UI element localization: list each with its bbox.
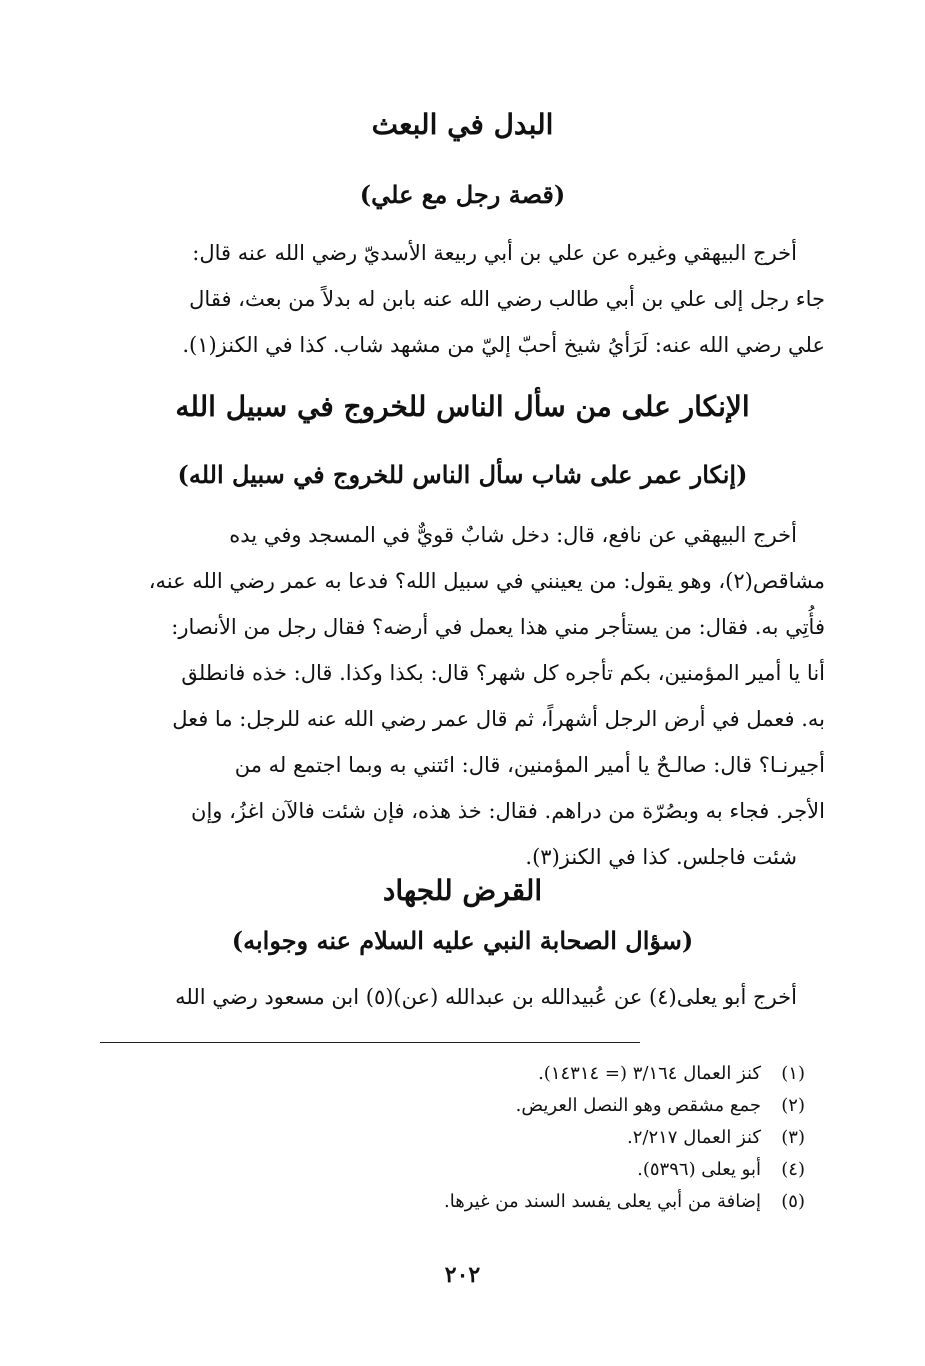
- text-line: جاء رجل إلى علي بن أبي طالب رضي الله عنه بابن له بدلاً من بعث، فقال: [189, 287, 825, 311]
- text-line: شئت فاجلس. كذا في الكنز(٣).: [525, 845, 797, 869]
- text-line: أنا يا أمير المؤمنين، بكم تأجره كل شهر؟ قال: بكذا وكذا. قال: خذه فانطلق: [181, 661, 825, 685]
- text-line: الأجر. فجاء به وبصُرّة من دراهم. فقال: خذ هذه، فإن شئت فالآن اغزُ، وإن: [191, 799, 825, 823]
- page-number: ٢٠٢: [444, 1262, 481, 1288]
- footnote-number: (٥): [781, 1191, 805, 1212]
- text-line: علي رضي الله عنه: لَرَأيُ شيخ أحبّ إليّ من مشهد شاب. كذا في الكنز(١).: [182, 333, 825, 357]
- footnote-3: [100, 1122, 805, 1154]
- section-subtitle-umar-young-man: (إنكار عمر على شاب سأل الناس للخروج في سبيل الله): [177, 460, 748, 489]
- footnotes: [100, 1058, 805, 1218]
- footnote-5: [100, 1186, 805, 1218]
- section-title-inkar: الإنكار على من سأل الناس للخروج في سبيل الله: [175, 390, 750, 423]
- footnote-text: جمع مشقص وهو النصل العريض.: [515, 1095, 761, 1116]
- paragraph-s2: [100, 512, 825, 880]
- text-line: أجيرنـا؟ قال: صالـحٌ يا أمير المؤمنين، قال: ائتني به وبما اجتمع له من: [234, 753, 825, 777]
- footnote-number: (٢): [781, 1095, 805, 1116]
- text-line: أخرج البيهقي عن نافع، قال: دخل شابٌ قويٌّ في المسجد وفي يده: [229, 523, 797, 547]
- section-subtitle-story-ali: (قصة رجل مع علي): [359, 180, 566, 209]
- section-title-badal: البدل في البعث: [371, 108, 554, 141]
- text-line: أخرج أبو يعلى(٤) عن عُبيدالله بن عبدالله (عن)(٥) ابن مسعود رضي الله: [175, 985, 797, 1009]
- footnote-number: (٣): [781, 1127, 805, 1148]
- paragraph-s1: [100, 230, 825, 368]
- section-title-qard: القرض للجهاد: [382, 874, 543, 907]
- text-line: فأُتِي به. فقال: من يستأجر مني هذا يعمل في أرضه؟ فقال رجل من الأنصار:: [171, 615, 825, 639]
- footnote-text: أبو يعلى (٥٣٩٦).: [637, 1159, 761, 1180]
- footnote-text: كنز العمال ٣/١٦٤ (= ١٤٣١٤).: [538, 1063, 761, 1084]
- footnote-divider: [100, 1042, 640, 1043]
- paragraph-s3: [100, 974, 825, 1020]
- footnote-text: إضافة من أبي يعلى يفسد السند من غيرها.: [444, 1191, 761, 1212]
- footnote-1: [100, 1058, 805, 1090]
- footnote-4: [100, 1154, 805, 1186]
- footnote-text: كنز العمال ٢/٢١٧.: [627, 1127, 761, 1148]
- text-line: مشاقص(٢)، وهو يقول: من يعينني في سبيل الله؟ فدعا به عمر رضي الله عنه،: [148, 569, 825, 593]
- text-line: أخرج البيهقي وغيره عن علي بن أبي ربيعة الأسديّ رضي الله عنه قال:: [192, 241, 797, 265]
- footnote-2: [100, 1090, 805, 1122]
- footnote-number: (٤): [781, 1159, 805, 1180]
- footnote-number: (١): [781, 1063, 805, 1084]
- text-line: به. فعمل في أرض الرجل أشهراً، ثم قال عمر رضي الله عنه للرجل: ما فعل: [172, 707, 825, 731]
- section-subtitle-sahaba-question: (سؤال الصحابة النبي عليه السلام عنه وجوابه): [231, 926, 694, 955]
